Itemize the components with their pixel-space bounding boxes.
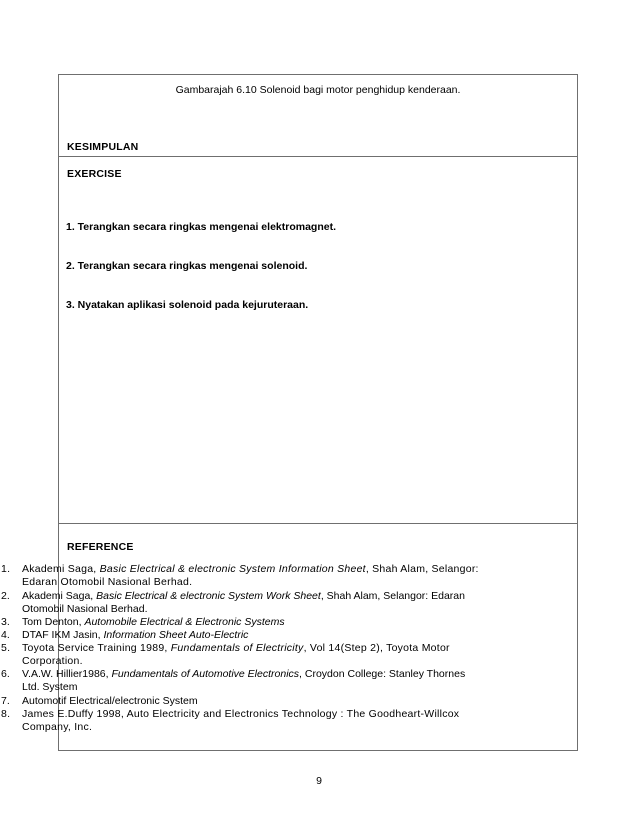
reference-item [1, 629, 575, 642]
exercise-question: 1. Terangkan secara ringkas mengenai elektromagnet. [66, 221, 337, 233]
reference-text: Akademi Saga, [22, 563, 100, 575]
reference-number: 6. [1, 668, 10, 680]
reference-text: DTAF IKM Jasin, [22, 629, 104, 641]
reference-text: Tom Denton, [22, 616, 85, 628]
reference-text-continued: Corporation. [22, 655, 83, 667]
reference-list [1, 563, 575, 734]
reference-number: 5. [1, 642, 11, 654]
conclusion-heading: KESIMPULAN [67, 141, 139, 153]
reference-text-continued: Otomobil Nasional Berhad. [22, 603, 148, 615]
reference-number: 4. [1, 629, 10, 641]
reference-title: Fundamentals of Automotive Electronics [111, 668, 300, 680]
reference-number: 8. [1, 708, 11, 720]
figure-caption-box [58, 74, 578, 157]
reference-text: Akademi Saga, [22, 590, 97, 602]
reference-text: , Croydon College: Stanley Thornes [299, 668, 466, 680]
reference-heading: REFERENCE [67, 541, 134, 553]
reference-item [1, 668, 575, 695]
reference-item [1, 590, 575, 616]
reference-text: , Shah Alam, Selangor: Edaran [320, 590, 465, 602]
exercise-box [58, 155, 578, 524]
reference-title: Automobile Electrical & Electronic Systems [84, 616, 285, 628]
reference-text-continued: Company, Inc. [22, 721, 93, 733]
figure-caption: Gambarajah 6.10 Solenoid bagi motor penghidup kenderaan. [175, 84, 461, 96]
reference-text-continued: Ltd. System [22, 681, 78, 693]
reference-title: Basic Electrical & electronic System Work Sheet [96, 590, 321, 602]
reference-item [1, 616, 575, 629]
reference-number: 7. [1, 695, 10, 707]
reference-item [1, 695, 575, 708]
exercise-question: 3. Nyatakan aplikasi solenoid pada kejuruteraan. [66, 299, 309, 311]
reference-item [1, 563, 575, 590]
reference-item [1, 708, 575, 734]
reference-text: , Shah Alam, Selangor: [365, 563, 479, 575]
document-sheet [1, 74, 578, 751]
reference-item [1, 642, 575, 668]
reference-number: 1. [1, 563, 11, 575]
reference-box [1, 523, 578, 751]
exercise-question: 2. Terangkan secara ringkas mengenai solenoid. [66, 260, 308, 272]
reference-text: Automotif Electrical/electronic System [22, 695, 198, 707]
reference-text-continued: Edaran Otomobil Nasional Berhad. [22, 576, 193, 588]
reference-number: 3. [1, 616, 10, 628]
reference-text: Toyota Service Training 1989, [22, 642, 171, 654]
reference-title: Basic Electrical & electronic System Information Sheet [99, 563, 366, 575]
reference-text: James E.Duffy 1998, Auto Electricity and Electronics Technology : The Goodheart-Willcox [22, 708, 460, 720]
reference-title: Information Sheet Auto-Electric [103, 629, 249, 641]
reference-text: V.A.W. Hillier1986, [22, 668, 112, 680]
exercise-heading: EXERCISE [67, 168, 122, 180]
page-number: 9 [316, 775, 322, 787]
reference-text: , Vol 14(Step 2), Toyota Motor [303, 642, 450, 654]
reference-title: Fundamentals of Electricity [170, 642, 304, 654]
reference-number: 2. [1, 590, 10, 602]
